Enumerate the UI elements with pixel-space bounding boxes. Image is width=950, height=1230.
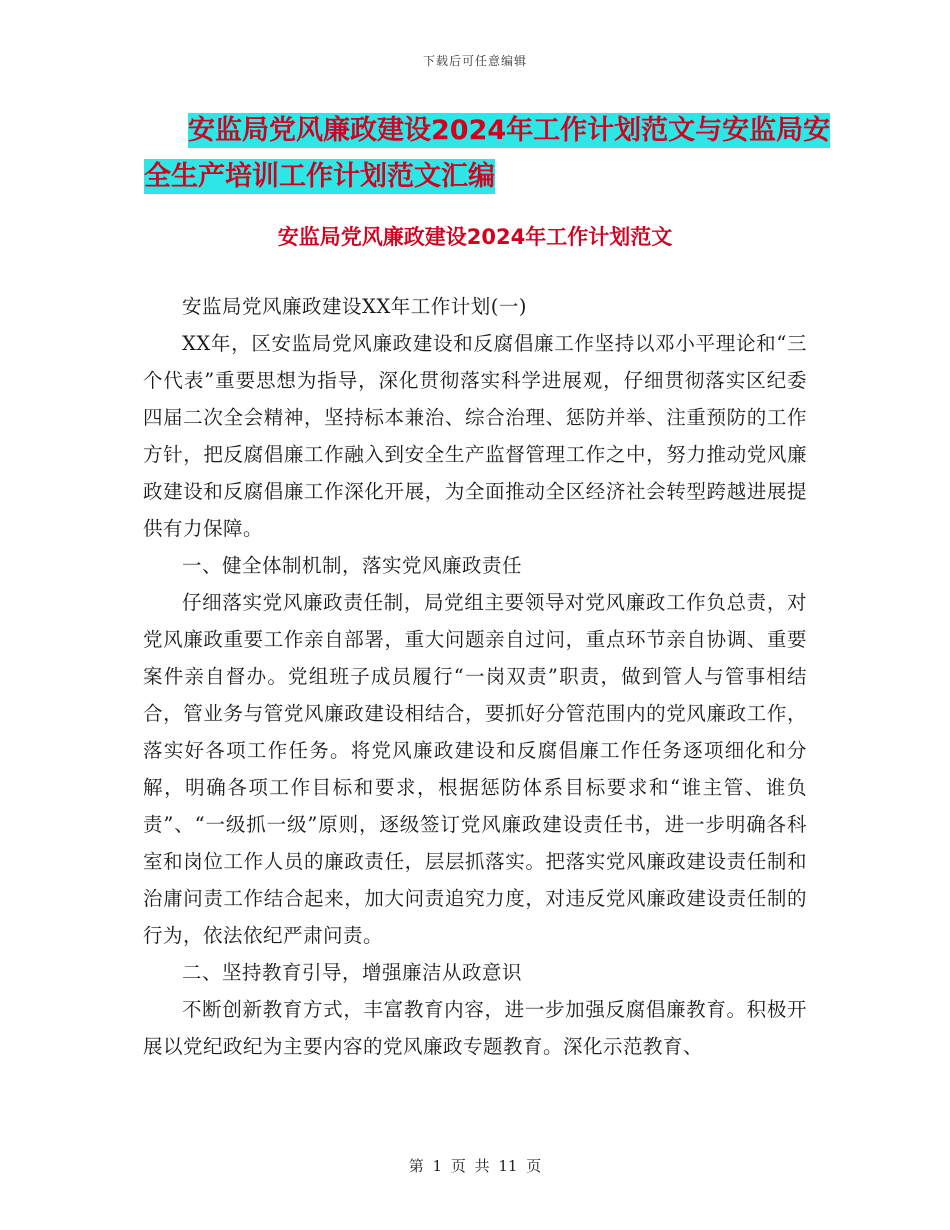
section-heading-2: 二、坚持教育引导，增强廉洁从政意识 bbox=[182, 961, 523, 984]
title-highlight: 全生产培训工作计划范文汇编 bbox=[144, 161, 495, 192]
document-title-line1 bbox=[144, 108, 844, 154]
header-note: 下载后可任意编辑 bbox=[422, 54, 527, 68]
section-paragraph-1: 仔细落实党风廉政责任制，局党组主要领导对党风廉政工作负总责，对党风廉政重要工作亲自部署，重大问题亲自过问，重点环节亲自协调、重要案件亲自督办。党组班子成员履行“一岗双责”职责，做到管人与管事相结合，管业务与管党风廉政建设相结合，要抓好分管范围内的党风廉政工作，落实好各项工作任务。将党风廉政建设和反腐倡廉工作任务逐项细化和分解，明确各项工作目标和要求，根据惩防体系目标要求和“谁主管、谁负责”、“一级抓一级”原则，逐级签订党风廉政建设责任书，进一步明确各科室和岗位工作人员的廉政责任，层层抓落实。把落实党风廉政建设责任制和治庸问责工作结合起来，加大问责追究力度，对违反党风廉政建设责任制的行为，依法依纪严肃问责。 bbox=[143, 591, 807, 947]
page-number: 第 1 页 共 11 页 bbox=[408, 1157, 542, 1175]
title-highlight: 安监局党风廉政建设2024年工作计划范文与安监局安 bbox=[188, 115, 831, 146]
document-title-line2 bbox=[144, 154, 844, 200]
document-title bbox=[144, 108, 844, 200]
section-paragraph-2: 不断创新教育方式，丰富教育内容，进一步加强反腐倡廉教育。积极开展以党纪政纪为主要内容的党风廉政专题教育。深化示范教育、 bbox=[143, 998, 807, 1058]
intro-paragraph: XX年，区安监局党风廉政建设和反腐倡廉工作坚持以邓小平理论和“三个代表”重要思想为指导，深化贯彻落实科学进展观，仔细贯彻落实区纪委四届二次全会精神，坚持标本兼治、综合治理、惩防并举、注重预防的工作方针，把反腐倡廉工作融入到安全生产监督管理工作之中，努力推动党风廉政建设和反腐倡廉工作深化开展，为全面推动全区经济社会转型跨越进展提供有力保障。 bbox=[143, 332, 807, 540]
body-text bbox=[143, 288, 807, 1065]
section-title: 安监局党风廉政建设2024年工作计划范文 bbox=[277, 225, 673, 249]
plan-heading: 安监局党风廉政建设XX年工作计划(一) bbox=[182, 295, 527, 318]
section-heading-1: 一、健全体制机制，落实党风廉政责任 bbox=[182, 554, 523, 577]
